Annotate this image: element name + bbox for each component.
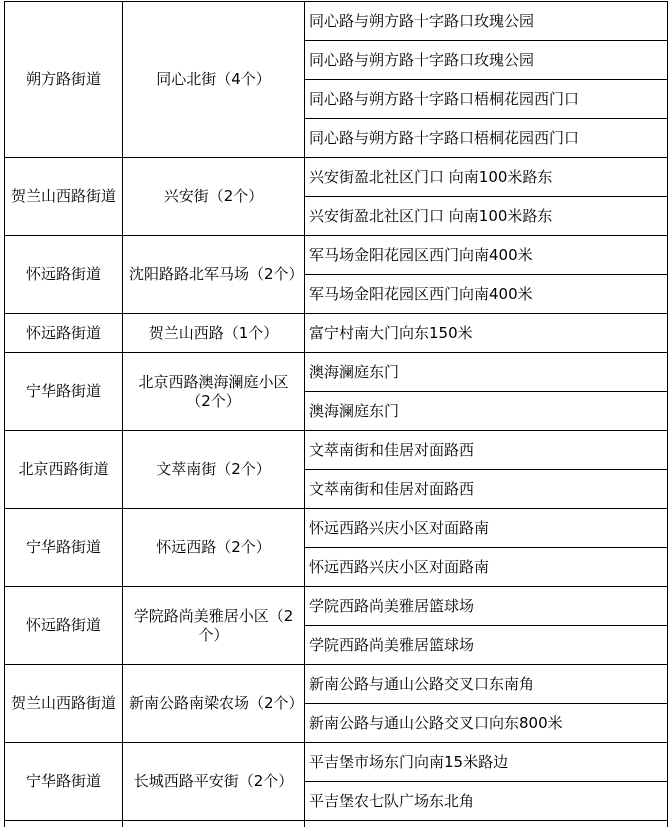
road-cell: 同心北街（4个） [123,2,305,158]
point-cell: 同心路与朔方路十字路口玫瑰公园 [305,41,668,80]
table-row [5,314,668,353]
street-cell: 怀远路街道 [5,314,123,353]
point-cell: 文萃南街和佳居对面路西 [305,431,668,470]
point-cell: 兴安街盈北社区门口 向南100米路东 [305,197,668,236]
empty-cell [5,821,123,827]
street-cell: 怀远路街道 [5,236,123,314]
point-cell: 同心路与朔方路十字路口梧桐花园西门口 [305,119,668,158]
point-cell: 怀远西路兴庆小区对面路南 [305,548,668,587]
point-cell: 文萃南街和佳居对面路西 [305,470,668,509]
table-row [5,665,668,704]
street-cell: 怀远路街道 [5,587,123,665]
point-cell: 兴安街盈北社区门口 向南100米路东 [305,158,668,197]
road-cell: 怀远西路（2个） [123,509,305,587]
street-cell: 贺兰山西路街道 [5,158,123,236]
empty-cell [305,821,668,827]
table-row [5,236,668,275]
street-cell: 北京西路街道 [5,431,123,509]
point-cell: 平吉堡农七队广场东北角 [305,782,668,821]
point-cell: 澳海澜庭东门 [305,392,668,431]
street-cell: 宁华路街道 [5,743,123,821]
point-cell: 富宁村南大门向东150米 [305,314,668,353]
road-cell: 文萃南街（2个） [123,431,305,509]
street-cell: 宁华路街道 [5,353,123,431]
street-cell: 宁华路街道 [5,509,123,587]
point-cell: 新南公路与通山公路交叉口向东800米 [305,704,668,743]
table-body [5,2,668,827]
point-cell: 澳海澜庭东门 [305,353,668,392]
table-row [5,587,668,626]
point-cell: 军马场金阳花园区西门向南400米 [305,236,668,275]
point-cell: 平吉堡市场东门向南15米路边 [305,743,668,782]
road-cell: 北京西路澳海澜庭小区（2个） [123,353,305,431]
location-table [4,1,668,827]
road-cell: 学院路尚美雅居小区（2个） [123,587,305,665]
table-row [5,509,668,548]
road-cell: 兴安街（2个） [123,158,305,236]
road-cell: 长城西路平安街（2个） [123,743,305,821]
point-cell: 学院西路尚美雅居篮球场 [305,626,668,665]
road-cell: 沈阳路路北军马场（2个） [123,236,305,314]
table-row-cutoff [5,821,668,827]
road-cell: 贺兰山西路（1个） [123,314,305,353]
point-cell: 怀远西路兴庆小区对面路南 [305,509,668,548]
table-row [5,2,668,41]
point-cell: 同心路与朔方路十字路口玫瑰公园 [305,2,668,41]
point-cell: 同心路与朔方路十字路口梧桐花园西门口 [305,80,668,119]
road-cell: 新南公路南梁农场（2个） [123,665,305,743]
table-row [5,743,668,782]
table-row [5,353,668,392]
point-cell: 军马场金阳花园区西门向南400米 [305,275,668,314]
street-cell: 贺兰山西路街道 [5,665,123,743]
table-row [5,431,668,470]
point-cell: 学院西路尚美雅居篮球场 [305,587,668,626]
empty-cell [123,821,305,827]
street-cell: 朔方路街道 [5,2,123,158]
point-cell: 新南公路与通山公路交叉口东南角 [305,665,668,704]
table-row [5,158,668,197]
